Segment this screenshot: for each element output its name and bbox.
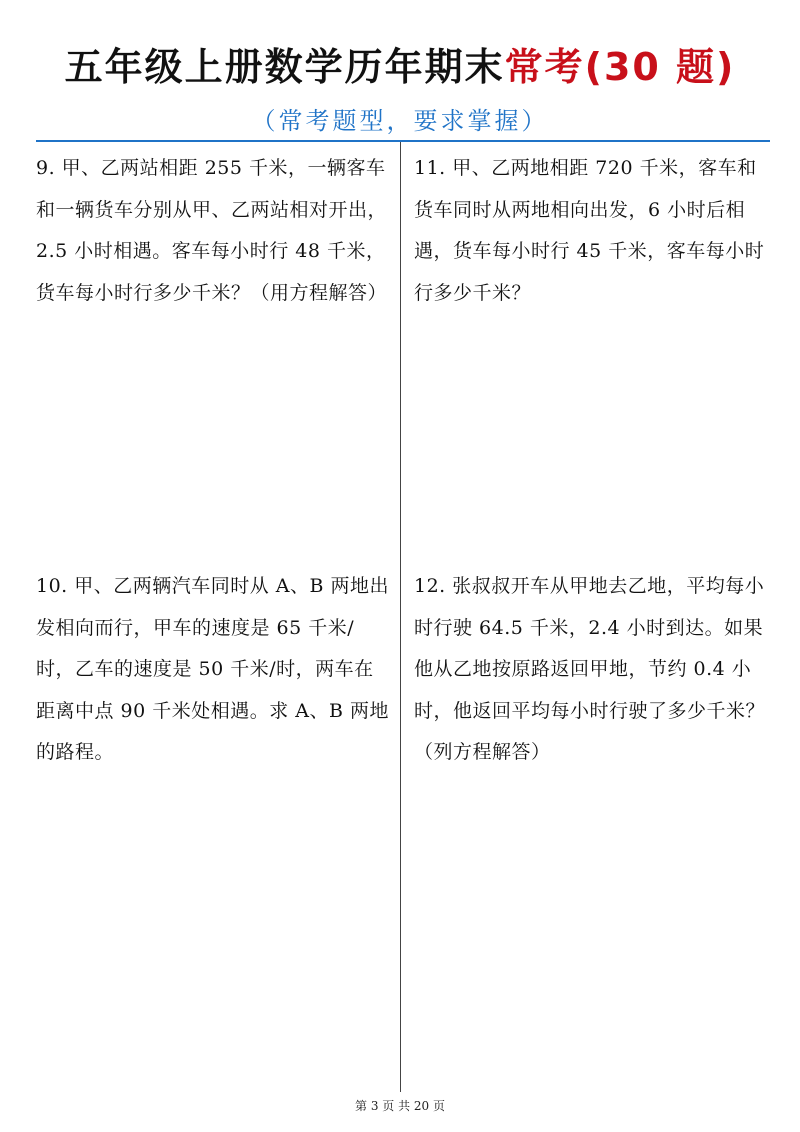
problem-11: 11. 甲、乙两地相距 720 千米，客车和货车同时从两地相向出发，6 小时后相遇，货车每小时行 45 千米，客车每小时行多少千米？ bbox=[414, 157, 765, 304]
problem-12: 12. 张叔叔开车从甲地去乙地，平均每小时行驶 64.5 千米，2.4 小时到达。如果他从乙地按原路返回甲地，节约 0.4 小时，他返回平均每小时行驶了多少千米？（列方程解答） bbox=[414, 575, 766, 763]
page-title bbox=[0, 42, 800, 92]
header-divider bbox=[36, 140, 770, 142]
page-subtitle: （常考题型，要求掌握） bbox=[251, 107, 549, 135]
problem-10: 10. 甲、乙两辆汽车同时从 A、B 两地出发相向而行，甲车的速度是 65 千米/时，乙车的速度是 50 千米/时，两车在距离中点 90 千米处相遇。求 A、B 两地的路程。 bbox=[36, 575, 390, 763]
title-accent-text: 常考(30 题) bbox=[504, 45, 736, 89]
problem-9: 9. 甲、乙两站相距 255 千米，一辆客车和一辆货车分别从甲、乙两站相对开出，2.5 小时相遇。客车每小时行 48 千米，货车每小时行多少千米？（用方程解答） bbox=[36, 157, 388, 304]
page-number: 第 3 页 共 20 页 bbox=[355, 1099, 445, 1113]
title-main-text: 五年级上册数学历年期末 bbox=[64, 45, 505, 89]
column-divider bbox=[400, 142, 401, 1092]
